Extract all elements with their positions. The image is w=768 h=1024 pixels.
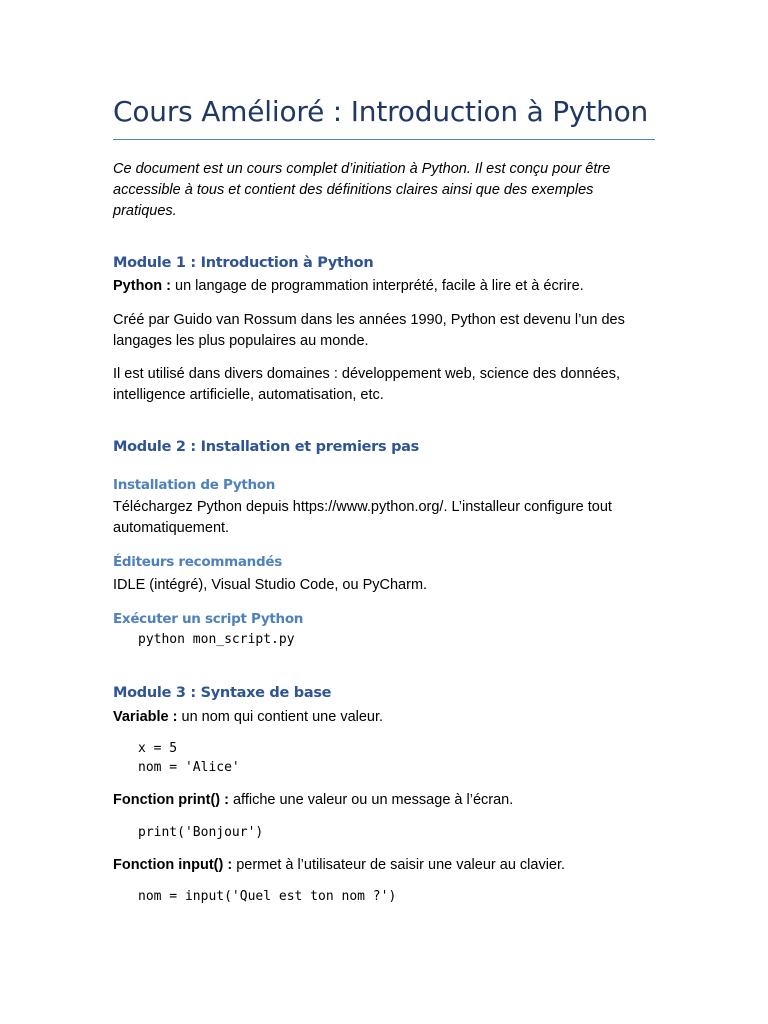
install-paragraph: Téléchargez Python depuis https://www.python.org/. L’installeur configure tout automatiquement. [113, 499, 612, 536]
editors-heading: Éditeurs recommandés [113, 554, 282, 570]
module-1-definition [113, 276, 658, 297]
variable-definition [113, 707, 658, 728]
variable-text: un nom qui contient une valeur. [177, 709, 384, 725]
editors-paragraph: IDLE (intégré), Visual Studio Code, ou PyCharm. [113, 577, 428, 593]
input-code: nom = input('Quel est ton nom ?') [138, 889, 397, 904]
input-definition [113, 855, 658, 876]
print-term: Fonction print() : [113, 792, 229, 808]
module-1-heading: Module 1 : Introduction à Python [113, 255, 374, 271]
print-code: print('Bonjour') [138, 825, 264, 840]
print-definition [113, 790, 658, 811]
definition-term: Python : [113, 278, 171, 294]
input-term: Fonction input() : [113, 857, 233, 873]
variable-term: Variable : [113, 709, 178, 725]
module-1-paragraph-usage: Il est utilisé dans divers domaines : développement web, science des données, intelligence artificielle, automatisation, etc. [113, 366, 620, 403]
intro-paragraph: Ce document est un cours complet d’initiation à Python. Il est conçu pour être accessible à tous et contient des définitions claires ainsi que des exemples pratiques. [113, 161, 611, 219]
document-title: Cours Amélioré : Introduction à Python [113, 95, 649, 128]
definition-text: un langage de programmation interprété, facile à lire et à écrire. [171, 278, 584, 294]
module-3-heading: Module 3 : Syntaxe de base [113, 685, 332, 701]
variable-code: x = 5 nom = 'Alice' [138, 741, 240, 775]
input-text: permet à l’utilisateur de saisir une valeur au clavier. [232, 857, 566, 873]
run-script-code: python mon_script.py [138, 632, 295, 647]
module-1-paragraph-history: Créé par Guido van Rossum dans les années 1990, Python est devenu l’un des langages les plus populaires au monde. [113, 312, 625, 349]
module-2-heading: Module 2 : Installation et premiers pas [113, 439, 419, 455]
install-heading: Installation de Python [113, 477, 276, 493]
run-script-heading: Exécuter un script Python [113, 611, 304, 627]
print-text: affiche une valeur ou un message à l’écran. [228, 792, 514, 808]
title-underline [113, 139, 655, 140]
